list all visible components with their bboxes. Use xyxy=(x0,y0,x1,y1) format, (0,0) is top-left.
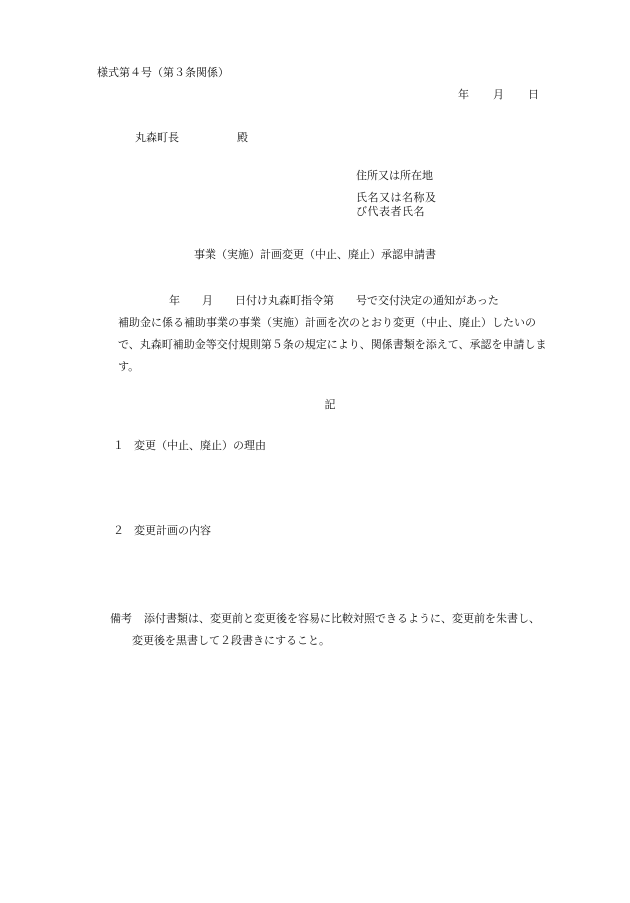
item-number: ２ xyxy=(113,524,124,537)
body-text2: 号で交付決定の通知があった xyxy=(356,294,499,307)
body-line1 xyxy=(107,290,557,312)
addressee-name: 丸森町長 xyxy=(135,131,179,144)
body-line2: 補助金に係る補助事業の事業（実施）計画を次のとおり変更（中止、廃止）したいので、丸森町補助金等交付規則第５条の規定により、関係書類を添えて、承認を申請します。 xyxy=(118,316,547,373)
item-text: 変更計画の内容 xyxy=(134,524,211,537)
body-month: 月 xyxy=(202,294,213,307)
addressee xyxy=(135,131,248,145)
name-label: 氏名又は名称及び代表者氏名 xyxy=(356,191,437,218)
remarks-line1: 添付書類は、変更前と変更後を容易に比較対照できるように、変更前を朱書し、 xyxy=(144,612,540,625)
form-number: 様式第４号（第３条関係） xyxy=(97,66,229,79)
document-title: 事業（実施）計画変更（中止、廃止）承認申請書 xyxy=(194,248,436,261)
ki-heading: 記 xyxy=(324,398,336,411)
remarks-label: 備考 xyxy=(110,612,132,625)
date-day: 日 xyxy=(528,88,539,101)
body-paragraph xyxy=(107,290,557,378)
item-text: 変更（中止、廃止）の理由 xyxy=(134,439,266,452)
remarks xyxy=(110,608,580,652)
body-year: 年 xyxy=(169,294,180,307)
remarks-line2: 変更後を黒書して２段書きにすること。 xyxy=(132,634,330,647)
item-plan xyxy=(113,524,211,538)
body-text1: 日付け丸森町指令第 xyxy=(235,294,334,307)
address-label: 住所又は所在地 xyxy=(356,169,433,182)
item-reason xyxy=(113,439,266,453)
date-year: 年 xyxy=(458,88,469,101)
addressee-honorific: 殿 xyxy=(237,131,248,144)
date-row xyxy=(458,88,539,102)
item-number: １ xyxy=(113,439,124,452)
date-month: 月 xyxy=(493,88,504,101)
